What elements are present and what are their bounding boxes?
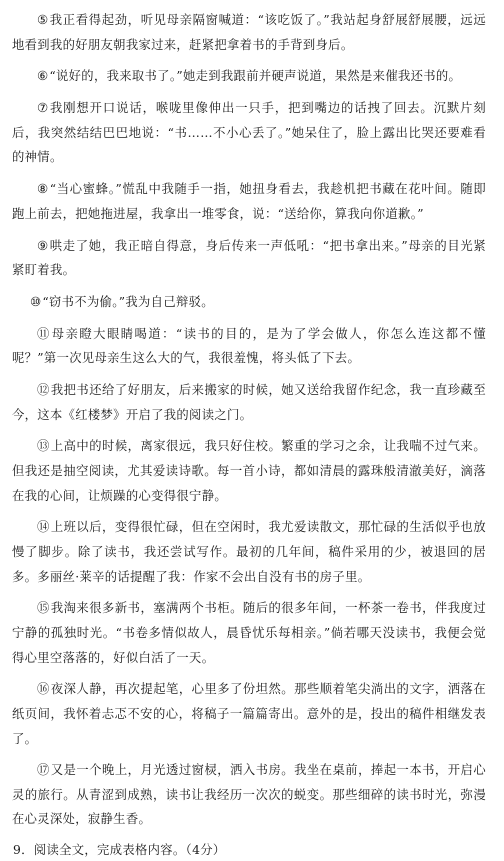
paragraph-text: 哄走了她，我正暗自得意，身后传来一声低吼：“把书拿出来。”母亲的目光紧紧盯着我。 — [12, 238, 486, 278]
paragraph-text: 夜深人静，再次提起笔，心里多了份坦然。那些顺着笔尖淌出的文字，洒落在纸页间，我怀着忐忑不安的心，将稿子一篇篇寄出。意外的是，投出的稿件相继发表了。 — [12, 682, 486, 746]
paragraph-16 — [12, 677, 486, 751]
paragraph-text: “说好的，我来取书了。”她走到我跟前并硬声说道，果然是来催我还书的。 — [49, 69, 462, 84]
paragraph-marker: ⑬ — [37, 439, 50, 454]
paragraph-15 — [12, 596, 486, 670]
paragraph-text: 又是一个晚上，月光透过窗棂，洒入书房。我坐在桌前，捧起一本书，开启心灵的旅行。从青涩到成熟，读书让我经历一次次的蜕变。那些细碎的读书时光，弥漫在心灵深处，寂静生香。 — [12, 763, 486, 827]
paragraph-11 — [12, 322, 486, 371]
paragraph-marker: ⑭ — [37, 520, 50, 535]
paragraph-text: 我把书还给了好朋友，后来搬家的时候，她又送给我留作纪念，我一直珍藏至今，这本《红楼梦》开启了我的阅读之门。 — [12, 383, 486, 422]
paragraph-text: 上高中的时候，离家很远，我只好住校。繁重的学习之余，让我喘不过气来。但我还是抽空阅读，尤其爱读诗歌。每一首小诗，都如清晨的露珠般清澈美好，滴落在我的心间，让烦躁的心变得很宁静。 — [12, 439, 486, 503]
paragraph-text: “窃书不为偷。”我为自己辩驳。 — [42, 294, 214, 309]
paragraph-12 — [12, 378, 486, 427]
paragraph-14 — [12, 515, 486, 589]
paragraph-marker: ⑥ — [37, 69, 49, 84]
paragraph-text: 我刚想开口说话，喉咙里像伸出一只手，把到嘴边的话拽了回去。沉默片刻后，我突然结结巴巴地说：“书……不小心丢了。”她呆住了，脸上露出比哭还要难看的神情。 — [12, 101, 486, 165]
paragraph-marker: ⑧ — [37, 182, 49, 197]
paragraph-marker: ⑨ — [37, 238, 49, 253]
paragraph-17 — [12, 758, 486, 832]
paragraph-8 — [12, 177, 486, 226]
paragraph-text: “当心蜜蜂。”慌乱中我随手一指，她扭身看去，我趁机把书藏在花叶间。随即跑上前去，把她拖进屋，我拿出一堆零食，说：“送给你，算我向你道歉。” — [12, 182, 486, 221]
paragraph-marker: ⑤ — [37, 13, 49, 27]
paragraph-5 — [12, 8, 486, 57]
paragraph-marker: ⑯ — [37, 682, 50, 697]
paragraph-marker: ⑫ — [37, 383, 50, 398]
paragraph-marker: ⑰ — [37, 763, 50, 778]
paragraph-text: 我正看得起劲，听见母亲隔窗喊道：“该吃饭了。”我站起身舒展舒展腰，远远地看到我的好朋友朝我家过来，赶紧把拿着书的手背到身后。 — [12, 13, 486, 52]
question-9: 9．阅读全文，完成表格内容。（4分） — [13, 843, 226, 858]
paragraph-text: 母亲瞪大眼睛喝道：“读书的目的，是为了学会做人，你怎么连这都不懂呢？”第一次见母亲生这么大的气，我很羞愧，将头低了下去。 — [12, 326, 486, 366]
paragraph-marker: ⑩ — [30, 294, 42, 309]
paragraph-9 — [12, 234, 486, 283]
paragraph-text: 我淘来很多新书，塞满两个书柜。随后的很多年间，一杯茶一卷书，伴我度过宁静的孤独时光。“书卷多情似故人，晨昏忧乐每相亲。”倘若哪天没读书，我便会觉得心里空落落的，好似白活了一天。 — [12, 601, 486, 665]
paragraph-marker: ⑮ — [37, 601, 50, 616]
paragraph-7 — [12, 96, 486, 170]
paragraph-10 — [12, 290, 486, 315]
paragraph-text: 上班以后，变得很忙碌，但在空闲时，我尤爱读散文，那忙碌的生活似乎也放慢了脚步。除了读书，我还尝试写作。最初的几年间，稿件采用的少，被退回的居多。多丽丝·莱辛的话提醒了我：作家不会出自没有书的房子里。 — [12, 520, 486, 584]
paragraph-marker: ⑦ — [37, 101, 49, 116]
paragraph-13 — [12, 434, 486, 508]
paragraph-marker: ⑪ — [37, 326, 51, 341]
paragraph-6 — [12, 64, 486, 89]
